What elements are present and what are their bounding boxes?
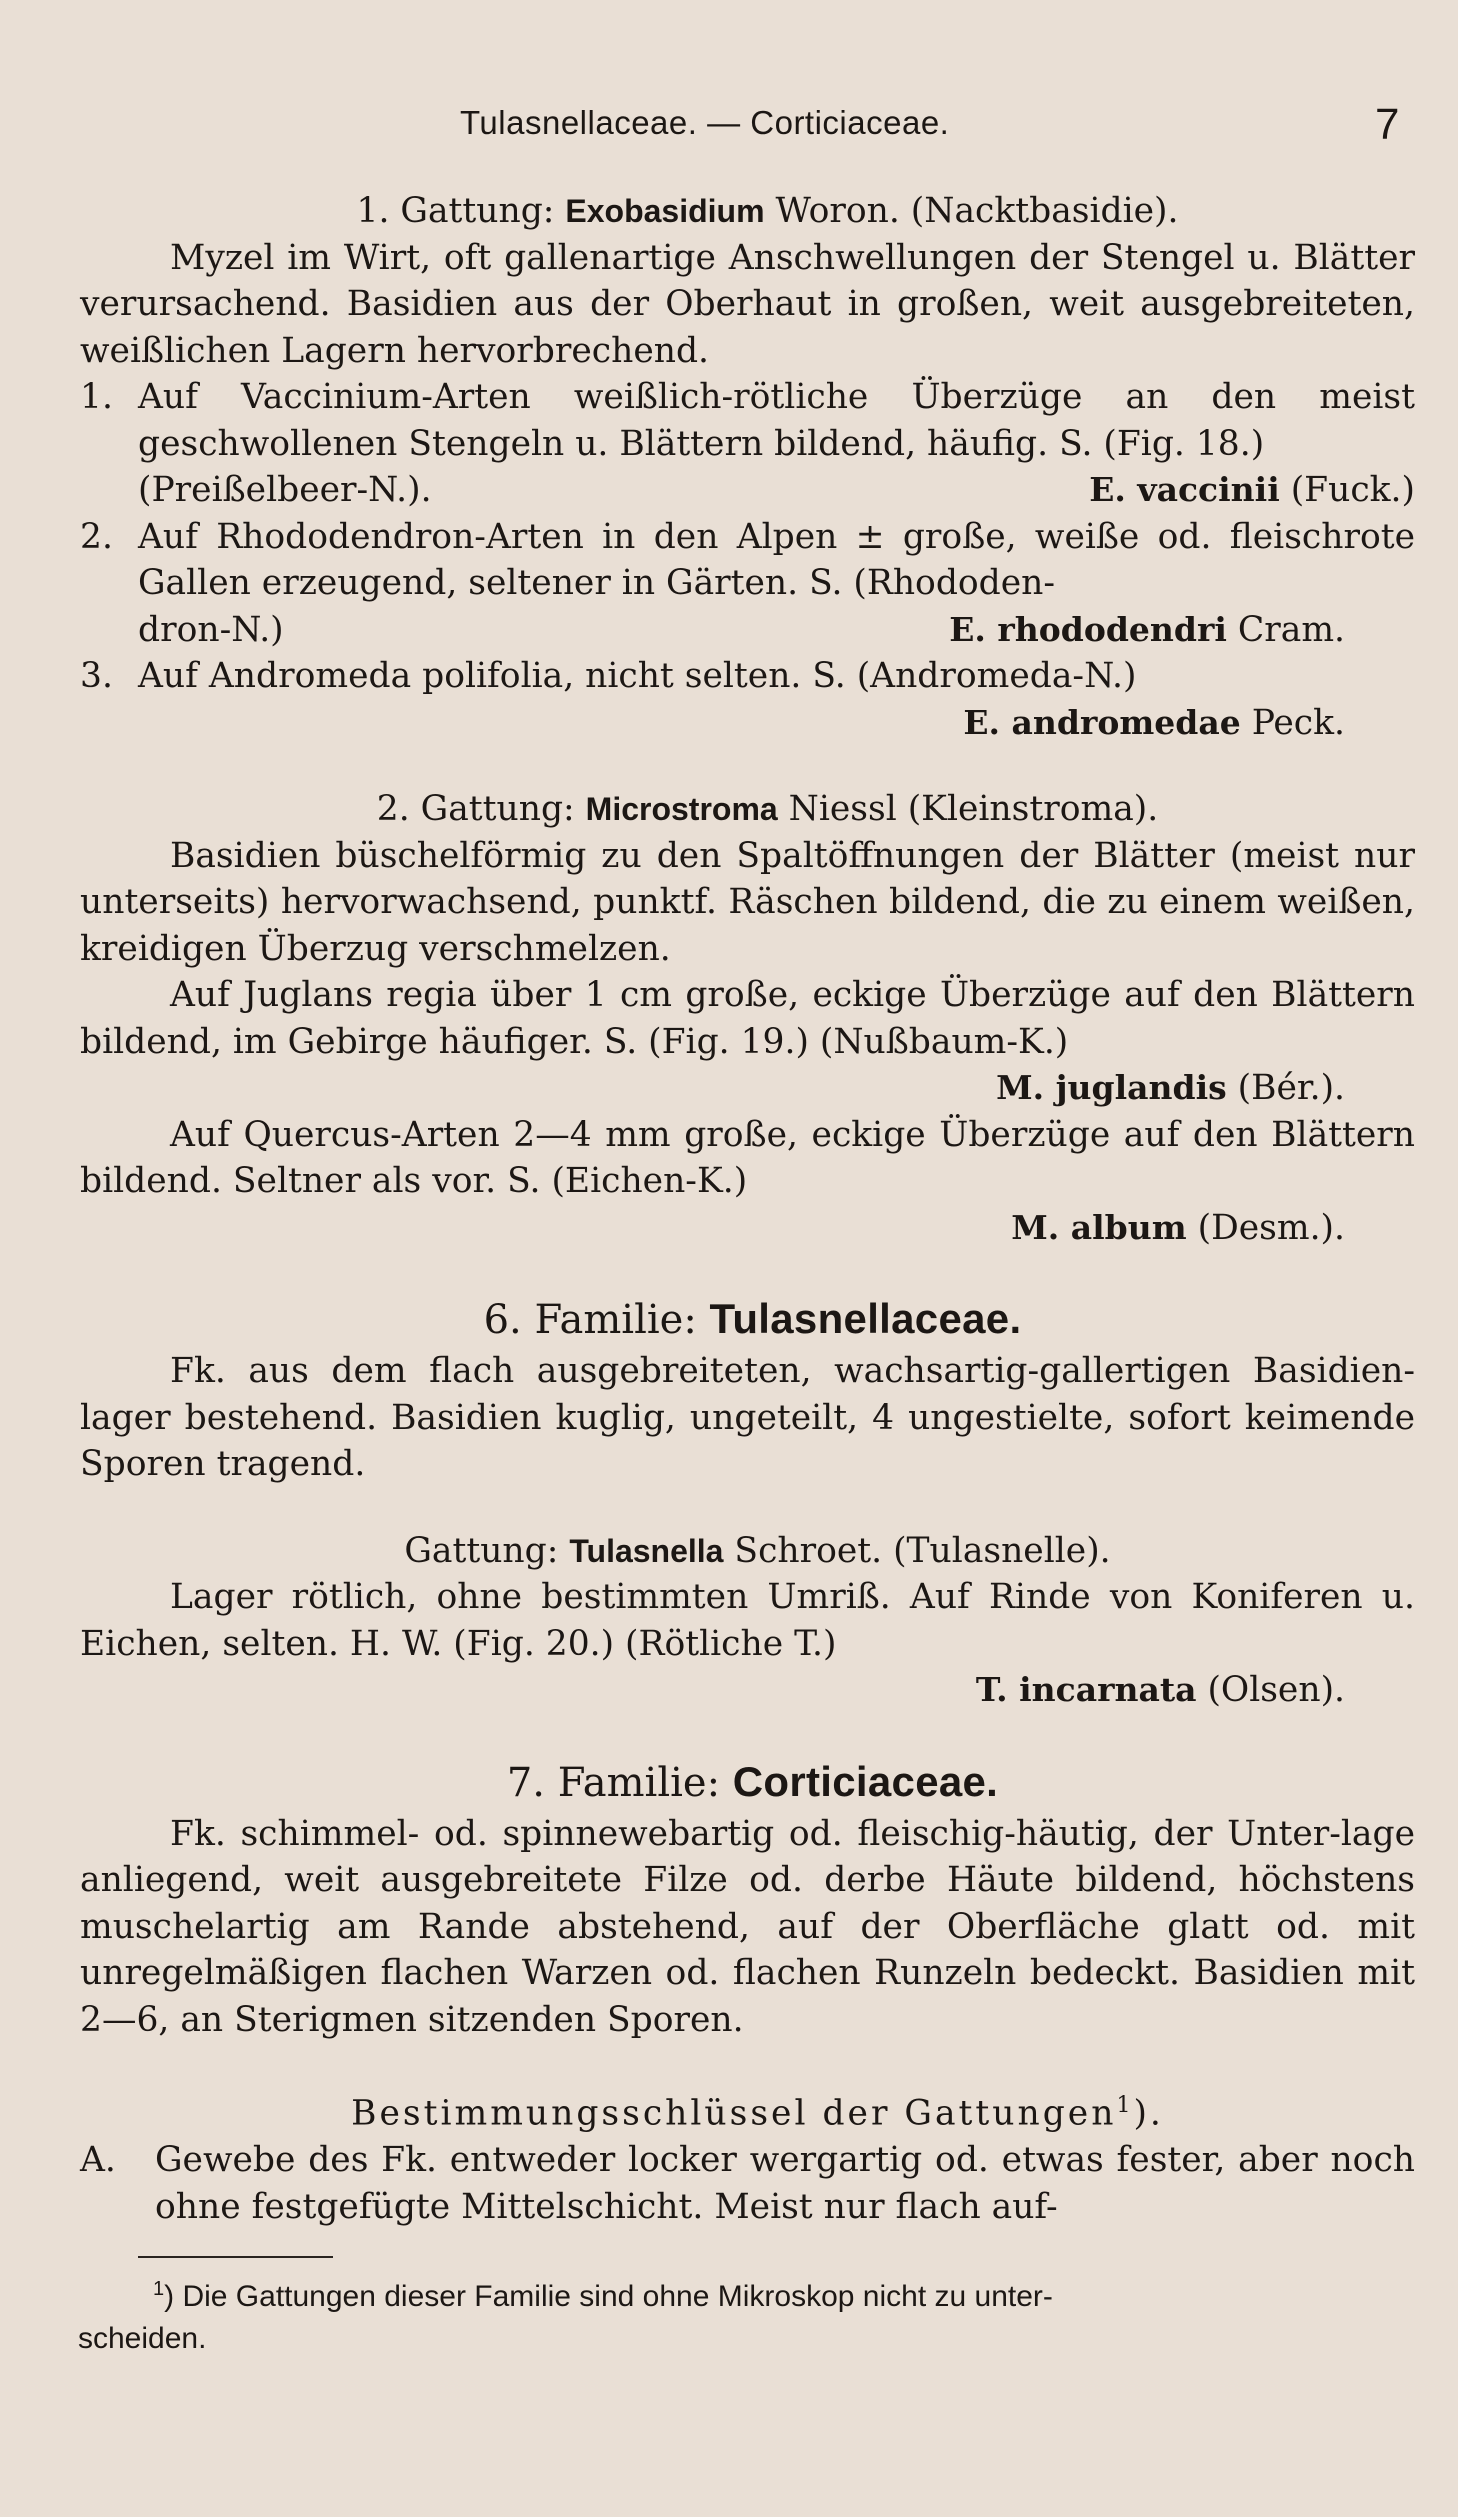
family-label: 7. Familie: xyxy=(506,1759,733,1806)
genus-heading-exobasidium xyxy=(80,188,1415,235)
item-number: 2. xyxy=(80,516,113,557)
genus-author: Woron. (Nacktbasidie). xyxy=(764,191,1179,231)
family-description: Fk. aus dem flach ausgebreiteten, wachsartig-gallertigen Basidien-lager bestehend. Basidien kuglig, ungeteilt, 4 ungestielte, sofort keimende Sporen tragend. xyxy=(80,1351,1415,1484)
genus-description: Lager rötlich, ohne bestimmten Umriß. Auf Rinde von Koniferen u. Eichen, selten. H. W. (Fig. 20.) (Rötliche T.) xyxy=(80,1577,1415,1664)
family-heading-corticiaceae xyxy=(80,1754,1415,1811)
footnote-separator xyxy=(138,2256,333,2258)
species-author: (Olsen). xyxy=(1196,1670,1345,1710)
species-item xyxy=(80,514,1415,607)
item-tail xyxy=(80,607,1415,654)
footnote xyxy=(80,2268,1415,2318)
running-title: Tulasnellaceae. — Corticiaceae. xyxy=(460,104,950,141)
species-name-line xyxy=(949,607,1415,654)
page-number: 7 xyxy=(1375,100,1400,149)
species-author: (Desm.). xyxy=(1186,1207,1345,1248)
item-number: 3. xyxy=(80,656,113,696)
genus-label: Gattung: xyxy=(404,1530,570,1571)
species-item xyxy=(80,374,1415,467)
genus-description: Myzel im Wirt, oft gallenartige Anschwellungen der Stengel u. Blätter verursachend. Basidien aus der Oberhaut in großen, weit ausgebreiteten, weißlichen Lagern hervorbrechend. xyxy=(80,237,1415,371)
family-name: Tulasnellaceae. xyxy=(709,1295,1022,1342)
key-heading xyxy=(80,2083,1415,2137)
genus-author: Schroet. (Tulasnelle). xyxy=(723,1530,1111,1571)
common-name: dron-N.) xyxy=(138,609,284,650)
species-name: E. vaccinii xyxy=(1089,470,1280,509)
species-item xyxy=(80,653,1415,700)
species-name: E. rhododendri xyxy=(949,609,1227,649)
genus-label: 1. Gattung: xyxy=(356,191,566,231)
footnote-mark: 1 xyxy=(153,2278,165,2300)
footnote-text: ) Die Gattungen dieser Familie sind ohne Mikroskop nicht zu unter- xyxy=(164,2280,1053,2313)
genus-description: Basidien büschelförmig zu den Spaltöffnungen der Blätter (meist nur unterseits) hervorwachsend, punktf. Räschen bildend, die zu einem weißen, kreidigen Überzug verschmelzen. xyxy=(80,835,1415,969)
species-author: Peck. xyxy=(1240,702,1345,743)
item-text: Auf Rhododendron-Arten in den Alpen ± große, weiße od. fleischrote Gallen erzeugend, seltener in Gärten. S. (Rhododen- xyxy=(138,516,1415,603)
genus-name: Exobasidium xyxy=(565,193,765,229)
genus-heading-tulasnella xyxy=(80,1528,1415,1575)
key-text: Gewebe des Fk. entweder locker wergartig od. etwas fester, aber noch ohne festgefügte Mittelschicht. Meist nur flach auf- xyxy=(155,2140,1415,2227)
key-label: A. xyxy=(80,2140,116,2180)
species-author: (Bér.). xyxy=(1226,1068,1345,1108)
key-heading-text: Bestimmungsschlüssel der Gattungen xyxy=(351,2093,1117,2134)
species-name-line xyxy=(80,1205,1415,1252)
species-author: Cram. xyxy=(1226,609,1345,650)
footnote-ref: 1 xyxy=(1116,2093,1134,2118)
page-content xyxy=(80,188,1415,2360)
family-description: Fk. schimmel- od. spinnewebartig od. fleischig-häutig, der Unter-lage anliegend, weit ausgebreitete Filze od. derbe Häute bildend, höchstens muschelartig am Rande abstehend, auf der Oberfläche glatt od. mit unregelmäßigen flachen Warzen od. flachen Runzeln bedeckt. Basidien mit 2—6, an Sterigmen sitzenden Sporen. xyxy=(80,1813,1415,2040)
family-label: 6. Familie: xyxy=(483,1297,710,1343)
item-text: Auf Vaccinium-Arten weißlich-rötliche Überzüge an den meist geschwollenen Stengeln u. Blättern bildend, häufig. S. (Fig. 18.) xyxy=(138,377,1415,464)
species-name: E. andromedae xyxy=(963,702,1241,742)
species-author: (Fuck.) xyxy=(1279,470,1415,510)
item-number: 1. xyxy=(80,377,113,417)
species-description: Auf Quercus-Arten 2—4 mm große, eckige Überzüge auf den Blättern bildend. Seltner als vor. S. (Eichen-K.) xyxy=(80,1114,1415,1201)
family-name: Corticiaceae. xyxy=(732,1757,999,1805)
species-name: M. album xyxy=(1011,1207,1187,1247)
footnote-text-continued: scheiden. xyxy=(78,2322,207,2355)
genus-label: 2. Gattung: xyxy=(376,789,586,829)
genus-author: Niessl (Kleinstroma). xyxy=(777,789,1159,829)
species-name-line xyxy=(80,1065,1415,1112)
page-header xyxy=(0,100,1458,150)
species-description: Auf Juglans regia über 1 cm große, eckige Überzüge auf den Blättern bildend, im Gebirge häufiger. S. (Fig. 19.) (Nußbaum-K.) xyxy=(80,975,1415,1062)
species-list-exobasidium xyxy=(80,374,1415,746)
item-tail xyxy=(80,700,1415,747)
species-name: T. incarnata xyxy=(975,1670,1197,1709)
genus-heading-microstroma xyxy=(80,786,1415,833)
family-heading-tulasnellaceae xyxy=(80,1291,1415,1348)
item-text: Auf Andromeda polifolia, nicht selten. S. (Andromeda-N.) xyxy=(138,656,1137,696)
genus-name: Tulasnella xyxy=(569,1532,724,1569)
genus-name: Microstroma xyxy=(585,791,778,827)
footnote-continued xyxy=(80,2318,1415,2360)
common-name: (Preißelbeer-N.). xyxy=(138,470,432,510)
species-name: M. juglandis xyxy=(996,1068,1227,1107)
item-tail xyxy=(80,467,1415,514)
species-name-line xyxy=(80,1667,1415,1714)
key-entry-a xyxy=(80,2137,1415,2230)
key-heading-end: ). xyxy=(1133,2093,1164,2134)
species-name-line xyxy=(1089,467,1415,514)
